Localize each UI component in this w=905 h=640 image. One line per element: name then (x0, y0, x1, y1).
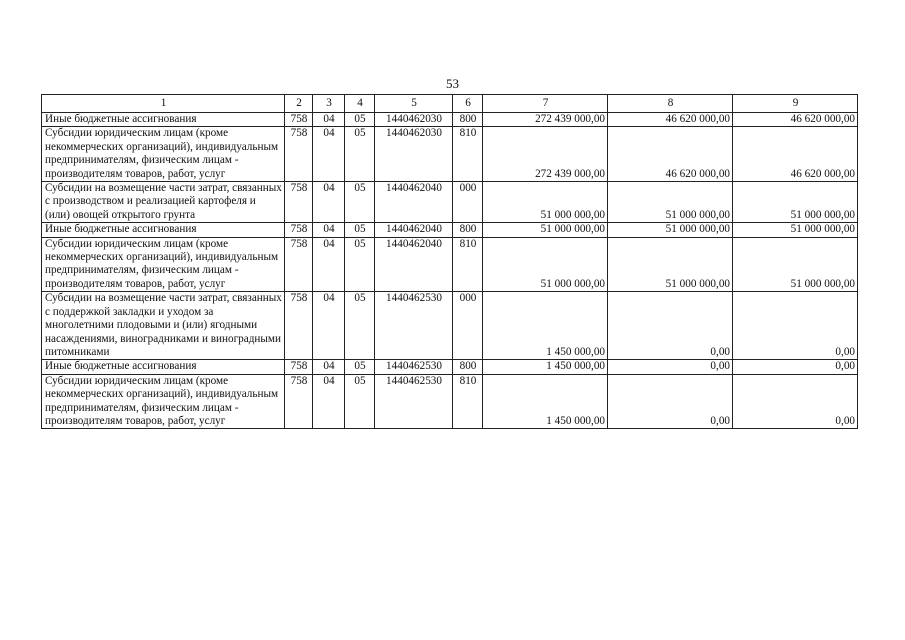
row-vr: 000 (453, 182, 483, 223)
row-amount-1: 51 000 000,00 (483, 182, 608, 223)
row-amount-2: 51 000 000,00 (608, 182, 733, 223)
row-rz: 04 (313, 127, 345, 182)
row-vr: 810 (453, 127, 483, 182)
row-amount-3: 51 000 000,00 (733, 223, 858, 237)
row-name: Иные бюджетные ассигнования (42, 360, 285, 374)
row-grbs: 758 (285, 127, 313, 182)
row-amount-3: 46 620 000,00 (733, 127, 858, 182)
row-amount-2: 46 620 000,00 (608, 113, 733, 127)
row-amount-1: 51 000 000,00 (483, 237, 608, 292)
row-pr: 05 (345, 292, 375, 360)
row-rz: 04 (313, 182, 345, 223)
row-amount-3: 46 620 000,00 (733, 113, 858, 127)
row-vr: 800 (453, 360, 483, 374)
header-row (42, 95, 858, 113)
row-amount-1: 1 450 000,00 (483, 374, 608, 429)
row-amount-1: 1 450 000,00 (483, 360, 608, 374)
row-vr: 800 (453, 113, 483, 127)
row-pr: 05 (345, 360, 375, 374)
row-name: Субсидии на возмещение части затрат, связанных с производством и реализацией картофеля и (или) овощей открытого грунта (42, 182, 285, 223)
row-csr: 1440462530 (375, 374, 453, 429)
header-cell-2: 2 (285, 95, 313, 113)
row-grbs: 758 (285, 374, 313, 429)
row-pr: 05 (345, 182, 375, 223)
row-vr: 000 (453, 292, 483, 360)
row-grbs: 758 (285, 113, 313, 127)
row-name: Иные бюджетные ассигнования (42, 113, 285, 127)
row-rz: 04 (313, 113, 345, 127)
row-amount-1: 272 439 000,00 (483, 127, 608, 182)
row-amount-3: 51 000 000,00 (733, 182, 858, 223)
row-pr: 05 (345, 127, 375, 182)
table-row (42, 374, 858, 429)
row-rz: 04 (313, 374, 345, 429)
row-csr: 1440462040 (375, 237, 453, 292)
row-name: Субсидии на возмещение части затрат, связанных с поддержкой закладки и уходом за многолетними плодовыми и (или) ягодными насаждениями, виноградниками и виноградными питомниками (42, 292, 285, 360)
row-amount-1: 51 000 000,00 (483, 223, 608, 237)
row-amount-1: 1 450 000,00 (483, 292, 608, 360)
row-grbs: 758 (285, 360, 313, 374)
row-vr: 800 (453, 223, 483, 237)
page-number: 53 (446, 76, 459, 91)
row-rz: 04 (313, 237, 345, 292)
table-row (42, 292, 858, 360)
row-amount-2: 51 000 000,00 (608, 237, 733, 292)
row-amount-2: 0,00 (608, 360, 733, 374)
row-amount-1: 272 439 000,00 (483, 113, 608, 127)
row-amount-2: 51 000 000,00 (608, 223, 733, 237)
table-row (42, 237, 858, 292)
header-cell-5: 5 (375, 95, 453, 113)
row-rz: 04 (313, 360, 345, 374)
row-name: Субсидии юридическим лицам (кроме некоммерческих организаций), индивидуальным предпринимателям, физическим лицам - производителям товаров, работ, услуг (42, 237, 285, 292)
row-name: Субсидии юридическим лицам (кроме некоммерческих организаций), индивидуальным предпринимателям, физическим лицам - производителям товаров, работ, услуг (42, 374, 285, 429)
row-csr: 1440462040 (375, 223, 453, 237)
table-row (42, 127, 858, 182)
budget-table (41, 94, 858, 429)
row-grbs: 758 (285, 223, 313, 237)
table-row (42, 182, 858, 223)
row-amount-2: 0,00 (608, 292, 733, 360)
row-csr: 1440462030 (375, 113, 453, 127)
row-rz: 04 (313, 223, 345, 237)
row-grbs: 758 (285, 292, 313, 360)
row-vr: 810 (453, 237, 483, 292)
row-amount-3: 0,00 (733, 374, 858, 429)
row-amount-2: 0,00 (608, 374, 733, 429)
table-row (42, 223, 858, 237)
row-grbs: 758 (285, 182, 313, 223)
row-pr: 05 (345, 113, 375, 127)
row-name: Иные бюджетные ассигнования (42, 223, 285, 237)
header-cell-4: 4 (345, 95, 375, 113)
row-amount-3: 51 000 000,00 (733, 237, 858, 292)
row-pr: 05 (345, 237, 375, 292)
row-pr: 05 (345, 374, 375, 429)
row-grbs: 758 (285, 237, 313, 292)
header-cell-9: 9 (733, 95, 858, 113)
header-cell-1: 1 (42, 95, 285, 113)
header-cell-6: 6 (453, 95, 483, 113)
row-csr: 1440462040 (375, 182, 453, 223)
row-pr: 05 (345, 223, 375, 237)
header-cell-7: 7 (483, 95, 608, 113)
row-csr: 1440462030 (375, 127, 453, 182)
row-rz: 04 (313, 292, 345, 360)
row-csr: 1440462530 (375, 292, 453, 360)
table-row (42, 113, 858, 127)
row-name: Субсидии юридическим лицам (кроме некоммерческих организаций), индивидуальным предпринимателям, физическим лицам - производителям товаров, работ, услуг (42, 127, 285, 182)
row-amount-3: 0,00 (733, 292, 858, 360)
row-amount-2: 46 620 000,00 (608, 127, 733, 182)
row-vr: 810 (453, 374, 483, 429)
table-row (42, 360, 858, 374)
header-cell-3: 3 (313, 95, 345, 113)
header-cell-8: 8 (608, 95, 733, 113)
row-csr: 1440462530 (375, 360, 453, 374)
row-amount-3: 0,00 (733, 360, 858, 374)
